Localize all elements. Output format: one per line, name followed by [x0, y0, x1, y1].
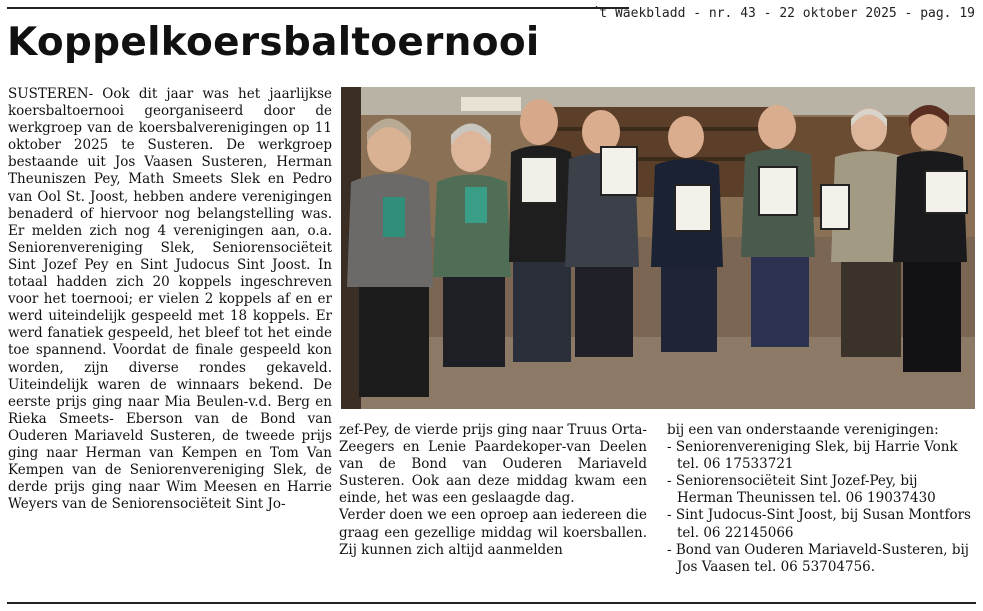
clubs-intro: bij een van onderstaande verenigingen: — [667, 422, 939, 438]
photo-illustration — [341, 87, 975, 409]
article-column-2 — [339, 422, 647, 559]
group-photo — [341, 87, 975, 409]
article-column-3 — [667, 422, 975, 576]
article-column-1 — [8, 86, 332, 513]
masthead: ´t Waekbladd - nr. 43 - 22 oktober 2025 - pag. 19 — [591, 6, 975, 21]
top-rule — [7, 7, 629, 9]
headline: Koppelkoersbaltoernooi — [7, 20, 540, 65]
club-item: - Bond van Ouderen Mariaveld-Susteren, bij Jos Vaasen tel. 06 53704756. — [667, 542, 975, 576]
club-item: - Seniorensociëteit Sint Jozef-Pey, bij Herman Theunissen tel. 06 19037430 — [667, 473, 975, 507]
article-text-col2-p1: zef-Pey, de vierde prijs ging naar Truus Orta-Zeegers en Lenie Paardekoper-van Deelen van de Bond van Ouderen Mariaveld Susteren. Ook aan deze middag kwam een einde, het was een geslaagde dag. — [339, 422, 647, 507]
article-text-col1: SUSTEREN- Ook dit jaar was het jaarlijkse koersbaltoernooi georganiseerd door de werkgroep van de koersbalverenigingen op 11 oktober 2025 te Susteren. De werkgroep bestaande uit Jos Vaasen Susteren, Herman Theuniszen Pey, Math Smeets Slek en Pedro van Ool St. Joost, hebben andere verenigingen benaderd of hiervoor nog belangstelling was. Er melden zich nog 4 verenigingen aan, o.a. Seniorenvereniging Slek, Seniorensociëteit Sint Jozef Pey en Sint Judocus Sint Joost. In totaal hadden zich 20 koppels ingeschreven voor het toernooi; er vielen 2 koppels af en er werd uiteindelijk gespeeld met 18 koppels. Er werd fanatiek gespeeld, het bleef tot het einde toe spannend. Voordat de finale gespeeld kon worden, zijn diverse rondes gekaveld. Uiteindelijk waren de winnaars bekend. De eerste prijs ging naar Mia Beulen-v.d. Berg en Rieka Smeets- Eberson van de Bond van Ouderen Mariaveld Susteren, de tweede prijs ging naar Herman van Kempen en Tom Van Kempen van de Seniorenvereniging Slek, de derde prijs ging naar Wim Meesen en Harrie Weyers van de Seniorensociëteit Sint Jo- — [8, 86, 332, 513]
club-item: - Seniorenvereniging Slek, bij Harrie Vonk tel. 06 17533721 — [667, 439, 975, 473]
club-item: - Sint Judocus-Sint Joost, bij Susan Montfors tel. 06 22145066 — [667, 507, 975, 541]
article-text-col2-p2: Verder doen we een oproep aan iedereen die graag een gezellige middag wil koersballen. Zij kunnen zich altijd aanmelden — [339, 507, 647, 558]
bottom-rule — [7, 602, 976, 604]
clubs-list — [667, 439, 975, 576]
